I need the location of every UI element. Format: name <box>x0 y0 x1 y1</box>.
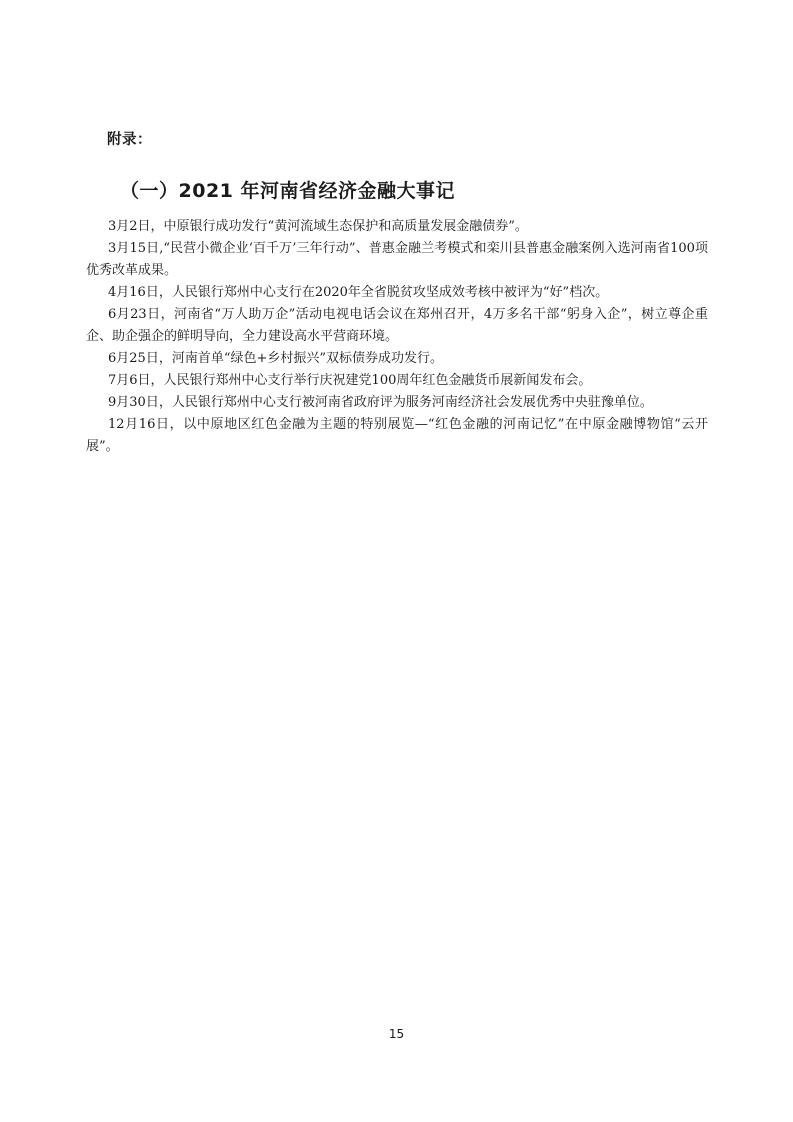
event-item: 6月25日，河南首单“绿色+乡村振兴”双标债券成功发行。 <box>108 351 443 366</box>
event-item: 3月15日,“民营小微企业‘百千万’三年行动”、普惠金融兰考模式和栾川县普惠金融案例入选河南省100项优秀改革成果。 <box>86 241 708 278</box>
event-list <box>86 216 708 458</box>
event-item: 7月6日，人民银行郑州中心支行举行庆祝建党100周年红色金融货币展新闻发布会。 <box>108 373 592 388</box>
appendix-label: 附录： <box>107 132 152 148</box>
section-heading: （一）2021 年河南省经济金融大事记 <box>120 180 455 202</box>
event-item: 3月2日，中原银行成功发行“黄河流域生态保护和高质量发展金融债券”。 <box>108 219 528 234</box>
event-item: 9月30日，人民银行郑州中心支行被河南省政府评为服务河南经济社会发展优秀中央驻豫单位。 <box>108 395 653 410</box>
event-item: 12月16日，以中原地区红色金融为主题的特别展览—“红色金融的河南记忆”在中原金融博物馆“云开展”。 <box>86 417 708 454</box>
page-number: 15 <box>388 1027 405 1041</box>
event-item: 6月23日，河南省“万人助万企”活动电视电话会议在郑州召开，4万多名干部“躬身入企”，树立尊企重企、助企强企的鲜明导向，全力建设高水平营商环境。 <box>86 307 708 344</box>
event-item: 4月16日，人民银行郑州中心支行在2020年全省脱贫攻坚成效考核中被评为“好”档次。 <box>108 285 609 300</box>
